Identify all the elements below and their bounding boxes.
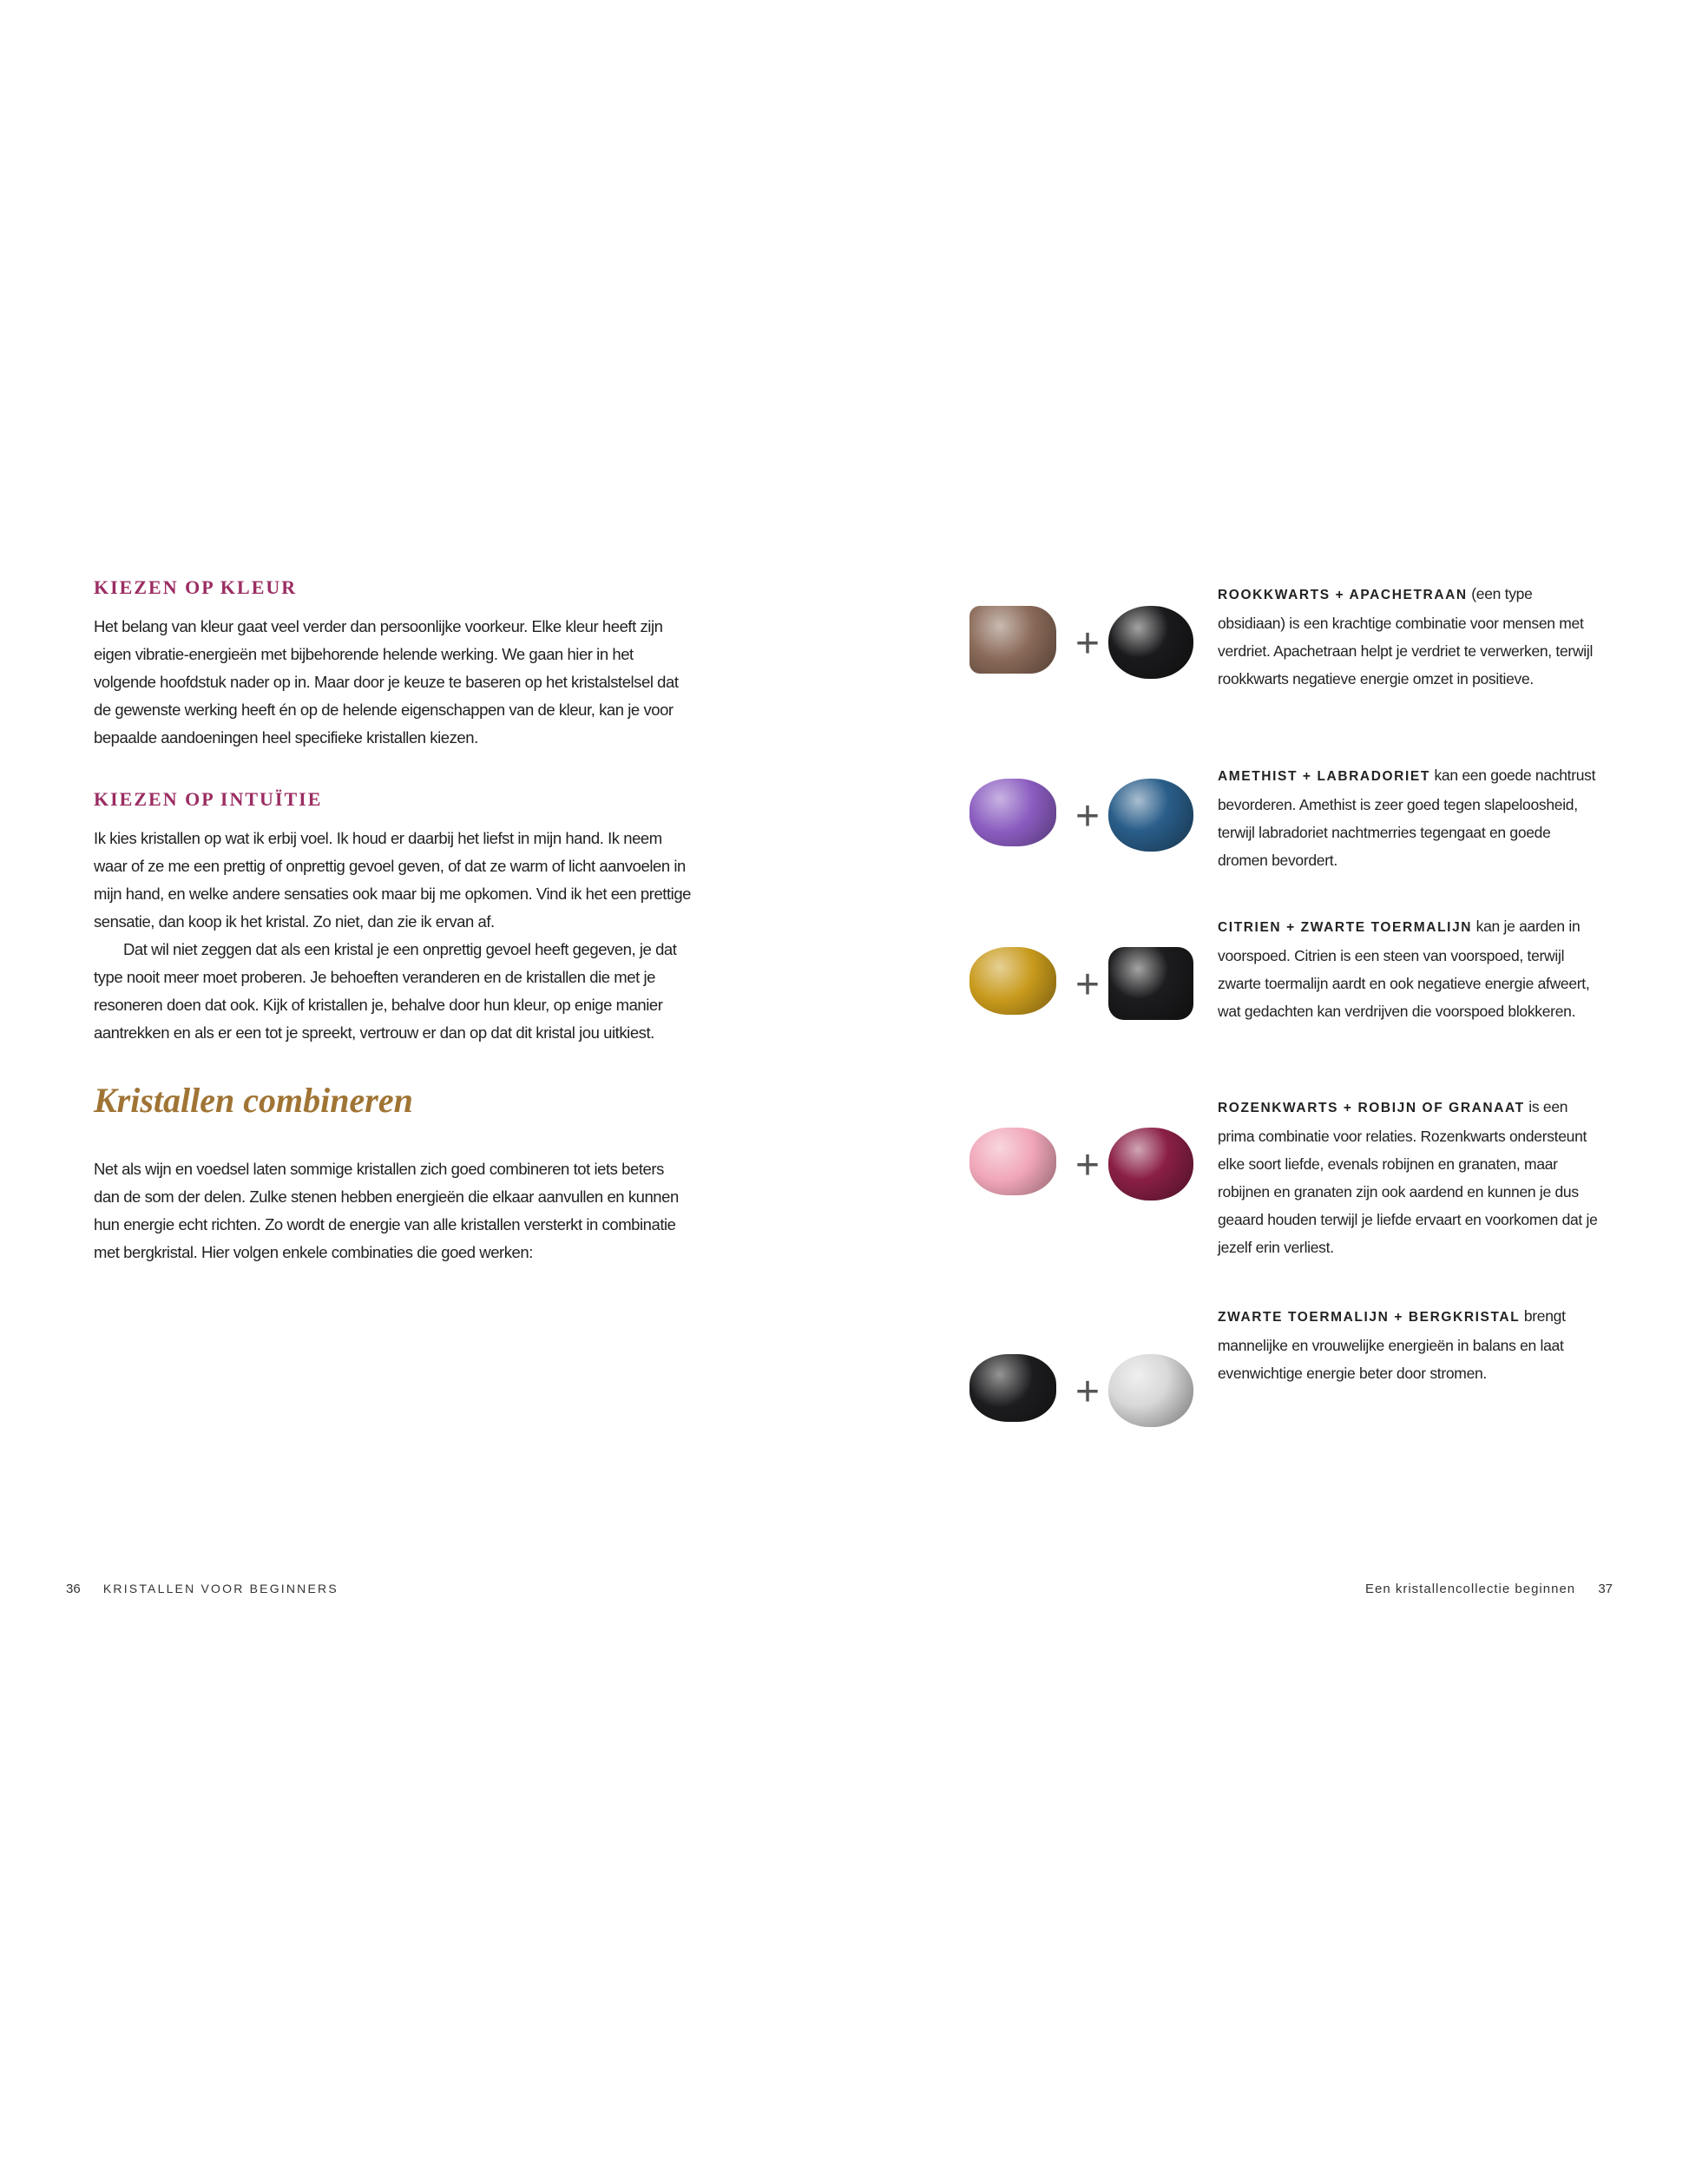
combination-description: kan je aarden in voorspoed. Citrien is een steen van voorspoed, terwijl zwarte toermalijn aardt en ook negatieve energie afweert, wat gedachten kan verdrijven die voorspoed blokkeren. — [1218, 918, 1590, 1020]
combination-title: AMETHIST + LABRADORIET — [1218, 769, 1430, 784]
combination-entry — [969, 1093, 1598, 1266]
combination-text — [1218, 1302, 1600, 1387]
stone-b-image — [1108, 1128, 1193, 1201]
plus-sign: + — [1075, 621, 1101, 667]
combination-entry — [969, 761, 1594, 935]
paragraph-intuitie-2: Dat wil niet zeggen dat als een kristal je een onprettig gevoel heeft gegeven, je dat type nooit meer moet proberen. Je behoeften veranderen en de kristallen die met je resoneren doen dat ook. Kijk of kristallen je, behalve door hun kleur, op enige manier aantrekken en als er een tot je spreekt, vertrouw er dan op dat dit kristal jou uitkiest. — [94, 940, 677, 1042]
combination-text — [1218, 1093, 1600, 1261]
page-number-left: 36 — [66, 1582, 81, 1596]
running-title-left: KRISTALLEN VOOR BEGINNERS — [102, 1582, 338, 1595]
plus-sign: + — [1075, 793, 1101, 839]
combination-text — [1218, 761, 1600, 874]
stone-a-image — [969, 779, 1056, 846]
combination-entry — [969, 580, 1594, 753]
stone-a-image — [969, 1354, 1056, 1422]
combination-entry — [969, 912, 1594, 1086]
combination-description: kan een goede nachtrust bevorderen. Amethist is zeer goed tegen slapeloosheid, terwijl labradoriet nachtmerries tegengaat en goede dromen bevordert. — [1218, 766, 1596, 869]
footer-right — [1365, 1582, 1613, 1596]
combination-title: ROOKKWARTS + APACHETRAAN — [1218, 588, 1468, 602]
stone-a-image — [969, 1128, 1056, 1195]
stone-b-image — [1108, 947, 1193, 1020]
combination-description: is een prima combinatie voor relaties. Rozenkwarts ondersteunt elke soort liefde, evenals robijnen en granaten, maar robijnen en granaten zijn ook aardend en kunnen je dus geaard houden terwijl je liefde ervaart en voorkomen dat je jezelf erin verliest. — [1218, 1098, 1598, 1256]
combination-description: brengt mannelijke en vrouwelijke energieën in balans en laat evenwichtige energie beter door stromen. — [1218, 1307, 1566, 1382]
stone-pair-image — [969, 1128, 1204, 1223]
combination-text — [1218, 580, 1600, 693]
heading-kristallen-combineren: Kristallen combineren — [94, 1081, 413, 1120]
plus-sign: + — [1075, 1142, 1101, 1188]
stone-pair-image — [969, 947, 1204, 1043]
combination-title: ROZENKWARTS + ROBIJN OF GRANAAT — [1218, 1101, 1525, 1115]
stone-pair-image — [969, 1354, 1204, 1450]
paragraph-intuitie-1: Ik kies kristallen op wat ik erbij voel. Ik houd er daarbij het liefst in mijn hand. Ik neem waar of ze me een prettig of onprettig gevoel geven, of dat ze warm of licht aanvoelen in mijn hand, en welke andere sensaties ook maar bij me opkomen. Vind ik het een prettige sensatie, dan koop ik het kristal. Zo niet, dan zie ik ervan af. — [94, 829, 692, 931]
page-number-right: 37 — [1598, 1582, 1613, 1596]
stone-pair-image — [969, 606, 1204, 701]
heading-kiezen-op-kleur: KIEZEN OP KLEUR — [94, 576, 298, 598]
paragraph-kleur: Het belang van kleur gaat veel verder dan persoonlijke voorkeur. Elke kleur heeft zijn eigen vibratie-energieën met bijbehorende helende werking. We gaan hier in het volgende hoofdstuk nader op in. Maar door je keuze te baseren op het kristalstelsel dat de gewenste werking heeft én op de helende eigenschappen van de kleur, kan je voor bepaalde aandoeningen heel specifieke kristallen kiezen. — [94, 617, 679, 747]
combination-description: (een type obsidiaan) is een krachtige combinatie voor mensen met verdriet. Apachetraan helpt je verdriet te verwerken, terwijl rookkwarts negatieve energie omzet in positieve. — [1218, 585, 1594, 687]
stone-a-image — [969, 947, 1056, 1015]
footer-left — [66, 1582, 338, 1596]
running-title-right: Een kristallencollectie beginnen — [1365, 1582, 1576, 1596]
stone-pair-image — [969, 779, 1204, 874]
stone-b-image — [1108, 606, 1193, 679]
combination-title: CITRIEN + ZWARTE TOERMALIJN — [1218, 920, 1473, 935]
left-page-content — [94, 576, 693, 1266]
combination-title: ZWARTE TOERMALIJN + BERGKRISTAL — [1218, 1310, 1521, 1325]
combination-entry — [969, 1302, 1594, 1476]
combination-text — [1218, 912, 1600, 1025]
stone-b-image — [1108, 1354, 1193, 1427]
stone-b-image — [1108, 779, 1193, 852]
stone-a-image — [969, 606, 1056, 674]
paragraph-combineren: Net als wijn en voedsel laten sommige kristallen zich goed combineren tot iets beters dan de som der delen. Zulke stenen hebben energieën die elkaar aanvullen en kunnen hun energie echt richten. Zo wordt de energie van alle kristallen versterkt in combinatie met bergkristal. Hier volgen enkele combinaties die goed werken: — [94, 1160, 679, 1261]
heading-kiezen-op-intuitie: KIEZEN OP INTUÏTIE — [94, 788, 323, 810]
plus-sign: + — [1075, 962, 1101, 1008]
plus-sign: + — [1075, 1369, 1101, 1415]
